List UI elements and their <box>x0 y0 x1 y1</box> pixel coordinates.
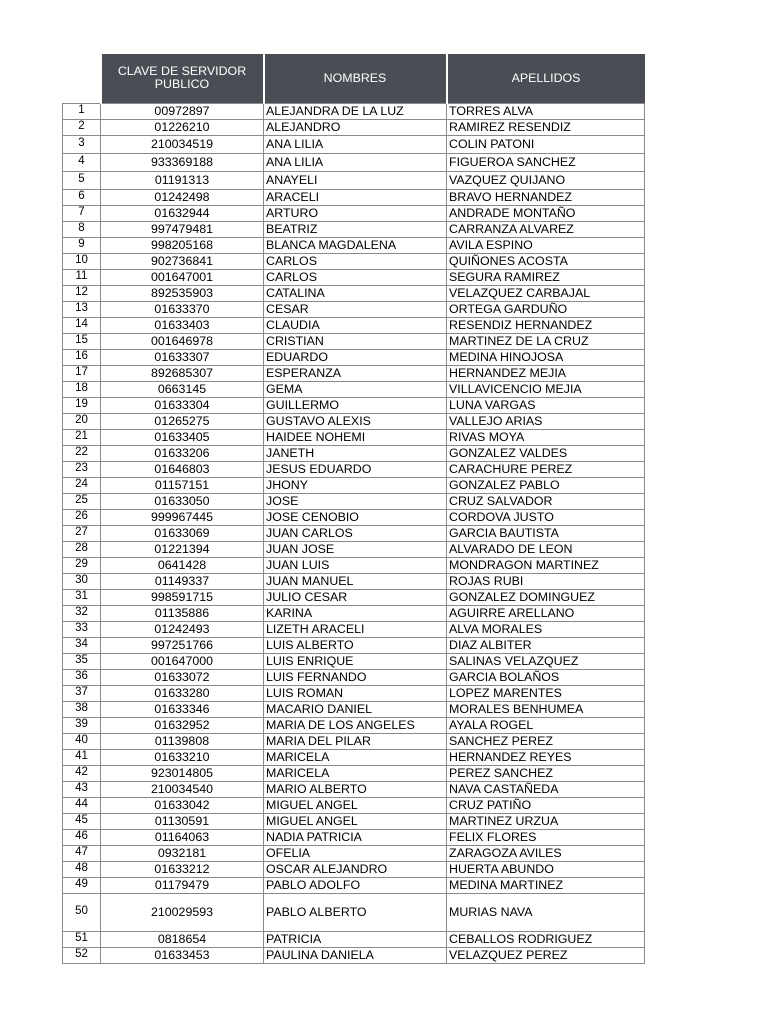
apellidos-cell: AVILA ESPINO <box>447 237 645 253</box>
apellidos-cell: CARRANZA ALVAREZ <box>447 221 645 237</box>
clave-cell: 01221394 <box>101 541 264 557</box>
table-row <box>63 237 645 253</box>
apellidos-cell: VILLAVICENCIO MEJIA <box>447 381 645 397</box>
clave-cell: 01633072 <box>101 669 264 685</box>
row-number: 48 <box>63 861 101 877</box>
table-row <box>63 153 645 171</box>
row-number: 13 <box>63 301 101 317</box>
apellidos-cell: CRUZ PATIÑO <box>447 797 645 813</box>
table-row <box>63 525 645 541</box>
clave-cell: 01242493 <box>101 621 264 637</box>
apellidos-cell: COLIN PATONI <box>447 135 645 153</box>
apellidos-cell: VELAZQUEZ CARBAJAL <box>447 285 645 301</box>
table-row <box>63 717 645 733</box>
apellidos-cell: TORRES ALVA <box>447 103 645 119</box>
apellidos-cell: CEBALLOS RODRIGUEZ <box>447 931 645 947</box>
nombres-cell: MARICELA <box>264 749 447 765</box>
table-row <box>63 701 645 717</box>
row-number: 6 <box>63 189 101 205</box>
clave-cell: 00972897 <box>101 103 264 119</box>
row-number: 12 <box>63 285 101 301</box>
apellidos-cell: ALVARADO DE LEON <box>447 541 645 557</box>
row-number: 26 <box>63 509 101 525</box>
nombres-cell: LUIS ALBERTO <box>264 637 447 653</box>
table-row <box>63 317 645 333</box>
row-number: 19 <box>63 397 101 413</box>
clave-cell: 01632952 <box>101 717 264 733</box>
table-row <box>63 365 645 381</box>
clave-cell: 01633212 <box>101 861 264 877</box>
apellidos-cell: MONDRAGON MARTINEZ <box>447 557 645 573</box>
row-number: 32 <box>63 605 101 621</box>
apellidos-cell: MURIAS NAVA <box>447 893 645 931</box>
row-number: 33 <box>63 621 101 637</box>
table-row <box>63 669 645 685</box>
table-row <box>63 189 645 205</box>
nombres-cell: CATALINA <box>264 285 447 301</box>
apellidos-cell: CARACHURE PEREZ <box>447 461 645 477</box>
nombres-cell: NADIA PATRICIA <box>264 829 447 845</box>
table-row <box>63 749 645 765</box>
nombres-cell: BLANCA MAGDALENA <box>264 237 447 253</box>
table-row <box>63 621 645 637</box>
clave-cell: 001647000 <box>101 653 264 669</box>
table-row <box>63 397 645 413</box>
table-row <box>63 797 645 813</box>
apellidos-cell: GONZALEZ PABLO <box>447 477 645 493</box>
table-row <box>63 381 645 397</box>
nombres-cell: MIGUEL ANGEL <box>264 813 447 829</box>
apellidos-cell: HUERTA ABUNDO <box>447 861 645 877</box>
nombres-cell: ALEJANDRO <box>264 119 447 135</box>
clave-cell: 01646803 <box>101 461 264 477</box>
table-row <box>63 445 645 461</box>
apellidos-cell: FELIX FLORES <box>447 829 645 845</box>
apellidos-cell: NAVA CASTAÑEDA <box>447 781 645 797</box>
clave-cell: 01633370 <box>101 301 264 317</box>
table-row <box>63 349 645 365</box>
table-row <box>63 877 645 893</box>
apellidos-cell: BRAVO HERNANDEZ <box>447 189 645 205</box>
apellidos-cell: AYALA ROGEL <box>447 717 645 733</box>
row-number: 18 <box>63 381 101 397</box>
servidores-table <box>62 54 645 964</box>
apellidos-cell: CORDOVA JUSTO <box>447 509 645 525</box>
table-row <box>63 605 645 621</box>
row-number: 41 <box>63 749 101 765</box>
table-row <box>63 103 645 119</box>
nombres-cell: JOSE <box>264 493 447 509</box>
table-header-row <box>63 54 645 103</box>
apellidos-cell: SEGURA RAMIREZ <box>447 269 645 285</box>
nombres-cell: PATRICIA <box>264 931 447 947</box>
apellidos-cell: ORTEGA GARDUÑO <box>447 301 645 317</box>
nombres-cell: BEATRIZ <box>264 221 447 237</box>
nombres-cell: JUAN CARLOS <box>264 525 447 541</box>
row-number: 11 <box>63 269 101 285</box>
row-number: 14 <box>63 317 101 333</box>
nombres-cell: JHONY <box>264 477 447 493</box>
nombres-cell: OFELIA <box>264 845 447 861</box>
apellidos-cell: ROJAS RUBI <box>447 573 645 589</box>
clave-cell: 01633069 <box>101 525 264 541</box>
nombres-cell: JANETH <box>264 445 447 461</box>
clave-cell: 01139808 <box>101 733 264 749</box>
row-number: 50 <box>63 893 101 931</box>
row-number: 17 <box>63 365 101 381</box>
table-body <box>63 103 645 963</box>
apellidos-cell: HERNANDEZ MEJIA <box>447 365 645 381</box>
clave-cell: 01265275 <box>101 413 264 429</box>
clave-cell: 01633050 <box>101 493 264 509</box>
apellidos-cell: MARTINEZ URZUA <box>447 813 645 829</box>
nombres-cell: OSCAR ALEJANDRO <box>264 861 447 877</box>
clave-cell: 001647001 <box>101 269 264 285</box>
row-number-header <box>63 54 101 103</box>
clave-cell: 210029593 <box>101 893 264 931</box>
clave-cell: 933369188 <box>101 153 264 171</box>
table-row <box>63 829 645 845</box>
apellidos-cell: MARTINEZ DE LA CRUZ <box>447 333 645 349</box>
table-row <box>63 333 645 349</box>
apellidos-cell: VAZQUEZ QUIJANO <box>447 171 645 189</box>
clave-cell: 902736841 <box>101 253 264 269</box>
clave-cell: 01633307 <box>101 349 264 365</box>
nombres-cell: MARIA DE LOS ANGELES <box>264 717 447 733</box>
nombres-cell: PAULINA DANIELA <box>264 947 447 963</box>
nombres-cell: GUILLERMO <box>264 397 447 413</box>
nombres-cell: MACARIO DANIEL <box>264 701 447 717</box>
clave-cell: 01633042 <box>101 797 264 813</box>
apellidos-cell: GONZALEZ VALDES <box>447 445 645 461</box>
clave-cell: 01633405 <box>101 429 264 445</box>
clave-cell: 923014805 <box>101 765 264 781</box>
table-row <box>63 285 645 301</box>
apellidos-cell: RAMIREZ RESENDIZ <box>447 119 645 135</box>
row-number: 10 <box>63 253 101 269</box>
clave-cell: 01633206 <box>101 445 264 461</box>
nombres-cell: ANA LILIA <box>264 135 447 153</box>
apellidos-cell: SANCHEZ PEREZ <box>447 733 645 749</box>
nombres-cell: ARACELI <box>264 189 447 205</box>
clave-cell: 01135886 <box>101 605 264 621</box>
nombres-cell: KARINA <box>264 605 447 621</box>
clave-cell: 01149337 <box>101 573 264 589</box>
table-row <box>63 573 645 589</box>
row-number: 9 <box>63 237 101 253</box>
clave-cell: 892535903 <box>101 285 264 301</box>
clave-cell: 01179479 <box>101 877 264 893</box>
table-row <box>63 221 645 237</box>
clave-cell: 01633403 <box>101 317 264 333</box>
apellidos-cell: GARCIA BOLAÑOS <box>447 669 645 685</box>
table-row <box>63 733 645 749</box>
clave-cell: 0818654 <box>101 931 264 947</box>
apellidos-cell: FIGUEROA SANCHEZ <box>447 153 645 171</box>
table-row <box>63 893 645 931</box>
nombres-cell: CRISTIAN <box>264 333 447 349</box>
table-row <box>63 461 645 477</box>
table-row <box>63 429 645 445</box>
table-row <box>63 861 645 877</box>
nombres-cell: ARTURO <box>264 205 447 221</box>
apellidos-cell: SALINAS VELAZQUEZ <box>447 653 645 669</box>
row-number: 34 <box>63 637 101 653</box>
row-number: 29 <box>63 557 101 573</box>
table-row <box>63 541 645 557</box>
row-number: 28 <box>63 541 101 557</box>
apellidos-cell: AGUIRRE ARELLANO <box>447 605 645 621</box>
nombres-cell: LIZETH ARACELI <box>264 621 447 637</box>
clave-cell: 0641428 <box>101 557 264 573</box>
table-row <box>63 493 645 509</box>
clave-cell: 01242498 <box>101 189 264 205</box>
row-number: 2 <box>63 119 101 135</box>
apellidos-cell: MEDINA MARTINEZ <box>447 877 645 893</box>
nombres-cell: JUAN MANUEL <box>264 573 447 589</box>
nombres-cell: ANAYELI <box>264 171 447 189</box>
apellidos-cell: RIVAS MOYA <box>447 429 645 445</box>
row-number: 31 <box>63 589 101 605</box>
row-number: 45 <box>63 813 101 829</box>
apellidos-cell: ALVA MORALES <box>447 621 645 637</box>
clave-cell: 01157151 <box>101 477 264 493</box>
clave-cell: 210034540 <box>101 781 264 797</box>
nombres-cell: MARICELA <box>264 765 447 781</box>
clave-cell: 01633210 <box>101 749 264 765</box>
row-number: 16 <box>63 349 101 365</box>
apellidos-cell: CRUZ SALVADOR <box>447 493 645 509</box>
row-number: 24 <box>63 477 101 493</box>
row-number: 52 <box>63 947 101 963</box>
apellidos-cell: LOPEZ MARENTES <box>447 685 645 701</box>
clave-cell: 997251766 <box>101 637 264 653</box>
nombres-cell: MARIO ALBERTO <box>264 781 447 797</box>
apellidos-header: APELLIDOS <box>447 54 645 103</box>
nombres-cell: ESPERANZA <box>264 365 447 381</box>
table-row <box>63 413 645 429</box>
nombres-cell: LUIS ENRIQUE <box>264 653 447 669</box>
table-row <box>63 205 645 221</box>
row-number: 5 <box>63 171 101 189</box>
row-number: 39 <box>63 717 101 733</box>
nombres-cell: LUIS FERNANDO <box>264 669 447 685</box>
table-row <box>63 781 645 797</box>
row-number: 20 <box>63 413 101 429</box>
nombres-cell: JOSE CENOBIO <box>264 509 447 525</box>
clave-cell: 01632944 <box>101 205 264 221</box>
apellidos-cell: PEREZ SANCHEZ <box>447 765 645 781</box>
table-row <box>63 765 645 781</box>
clave-cell: 892685307 <box>101 365 264 381</box>
apellidos-cell: GARCIA BAUTISTA <box>447 525 645 541</box>
nombres-cell: MARIA DEL PILAR <box>264 733 447 749</box>
nombres-header: NOMBRES <box>264 54 447 103</box>
row-number: 27 <box>63 525 101 541</box>
table-row <box>63 845 645 861</box>
apellidos-cell: HERNANDEZ REYES <box>447 749 645 765</box>
nombres-cell: GUSTAVO ALEXIS <box>264 413 447 429</box>
apellidos-cell: MORALES BENHUMEA <box>447 701 645 717</box>
nombres-cell: HAIDEE NOHEMI <box>264 429 447 445</box>
row-number: 37 <box>63 685 101 701</box>
table-row <box>63 253 645 269</box>
clave-cell: 999967445 <box>101 509 264 525</box>
table-row <box>63 589 645 605</box>
nombres-cell: LUIS ROMAN <box>264 685 447 701</box>
row-number: 15 <box>63 333 101 349</box>
nombres-cell: PABLO ALBERTO <box>264 893 447 931</box>
row-number: 36 <box>63 669 101 685</box>
table-row <box>63 509 645 525</box>
apellidos-cell: VELAZQUEZ PEREZ <box>447 947 645 963</box>
row-number: 49 <box>63 877 101 893</box>
nombres-cell: CARLOS <box>264 269 447 285</box>
nombres-cell: EDUARDO <box>264 349 447 365</box>
apellidos-cell: QUIÑONES ACOSTA <box>447 253 645 269</box>
clave-cell: 01130591 <box>101 813 264 829</box>
row-number: 44 <box>63 797 101 813</box>
row-number: 3 <box>63 135 101 153</box>
clave-cell: 0663145 <box>101 381 264 397</box>
nombres-cell: PABLO ADOLFO <box>264 877 447 893</box>
nombres-cell: MIGUEL ANGEL <box>264 797 447 813</box>
nombres-cell: ALEJANDRA DE LA LUZ <box>264 103 447 119</box>
clave-cell: 998591715 <box>101 589 264 605</box>
row-number: 23 <box>63 461 101 477</box>
apellidos-cell: GONZALEZ DOMINGUEZ <box>447 589 645 605</box>
nombres-cell: JUAN JOSE <box>264 541 447 557</box>
table-row <box>63 135 645 153</box>
table-row <box>63 477 645 493</box>
clave-cell: 01633346 <box>101 701 264 717</box>
nombres-cell: JULIO CESAR <box>264 589 447 605</box>
row-number: 40 <box>63 733 101 749</box>
table-row <box>63 637 645 653</box>
table-row <box>63 557 645 573</box>
clave-cell: 01633304 <box>101 397 264 413</box>
apellidos-cell: VALLEJO ARIAS <box>447 413 645 429</box>
table-row <box>63 653 645 669</box>
row-number: 35 <box>63 653 101 669</box>
clave-cell: 001646978 <box>101 333 264 349</box>
row-number: 7 <box>63 205 101 221</box>
row-number: 51 <box>63 931 101 947</box>
table-row <box>63 119 645 135</box>
clave-cell: 01164063 <box>101 829 264 845</box>
row-number: 38 <box>63 701 101 717</box>
table-row <box>63 269 645 285</box>
nombres-cell: JESUS EDUARDO <box>264 461 447 477</box>
apellidos-cell: RESENDIZ HERNANDEZ <box>447 317 645 333</box>
apellidos-cell: MEDINA HINOJOSA <box>447 349 645 365</box>
clave-cell: 01191313 <box>101 171 264 189</box>
row-number: 21 <box>63 429 101 445</box>
clave-cell: 210034519 <box>101 135 264 153</box>
row-number: 8 <box>63 221 101 237</box>
row-number: 43 <box>63 781 101 797</box>
clave-cell: 01226210 <box>101 119 264 135</box>
table-row <box>63 301 645 317</box>
clave-cell: 0932181 <box>101 845 264 861</box>
table-row <box>63 171 645 189</box>
apellidos-cell: ZARAGOZA AVILES <box>447 845 645 861</box>
table-row <box>63 947 645 963</box>
nombres-cell: ANA LILIA <box>264 153 447 171</box>
clave-cell: 997479481 <box>101 221 264 237</box>
clave-cell: 998205168 <box>101 237 264 253</box>
clave-cell: 01633280 <box>101 685 264 701</box>
table-row <box>63 931 645 947</box>
row-number: 22 <box>63 445 101 461</box>
clave-cell: 01633453 <box>101 947 264 963</box>
nombres-cell: GEMA <box>264 381 447 397</box>
row-number: 47 <box>63 845 101 861</box>
table-row <box>63 813 645 829</box>
row-number: 4 <box>63 153 101 171</box>
row-number: 46 <box>63 829 101 845</box>
row-number: 42 <box>63 765 101 781</box>
clave-header: CLAVE DE SERVIDOR PUBLICO <box>101 54 264 103</box>
nombres-cell: CLAUDIA <box>264 317 447 333</box>
row-number: 25 <box>63 493 101 509</box>
apellidos-cell: ANDRADE MONTAÑO <box>447 205 645 221</box>
nombres-cell: CARLOS <box>264 253 447 269</box>
apellidos-cell: DIAZ ALBITER <box>447 637 645 653</box>
row-number: 30 <box>63 573 101 589</box>
row-number: 1 <box>63 103 101 119</box>
nombres-cell: JUAN LUIS <box>264 557 447 573</box>
apellidos-cell: LUNA VARGAS <box>447 397 645 413</box>
table-row <box>63 685 645 701</box>
nombres-cell: CESAR <box>264 301 447 317</box>
